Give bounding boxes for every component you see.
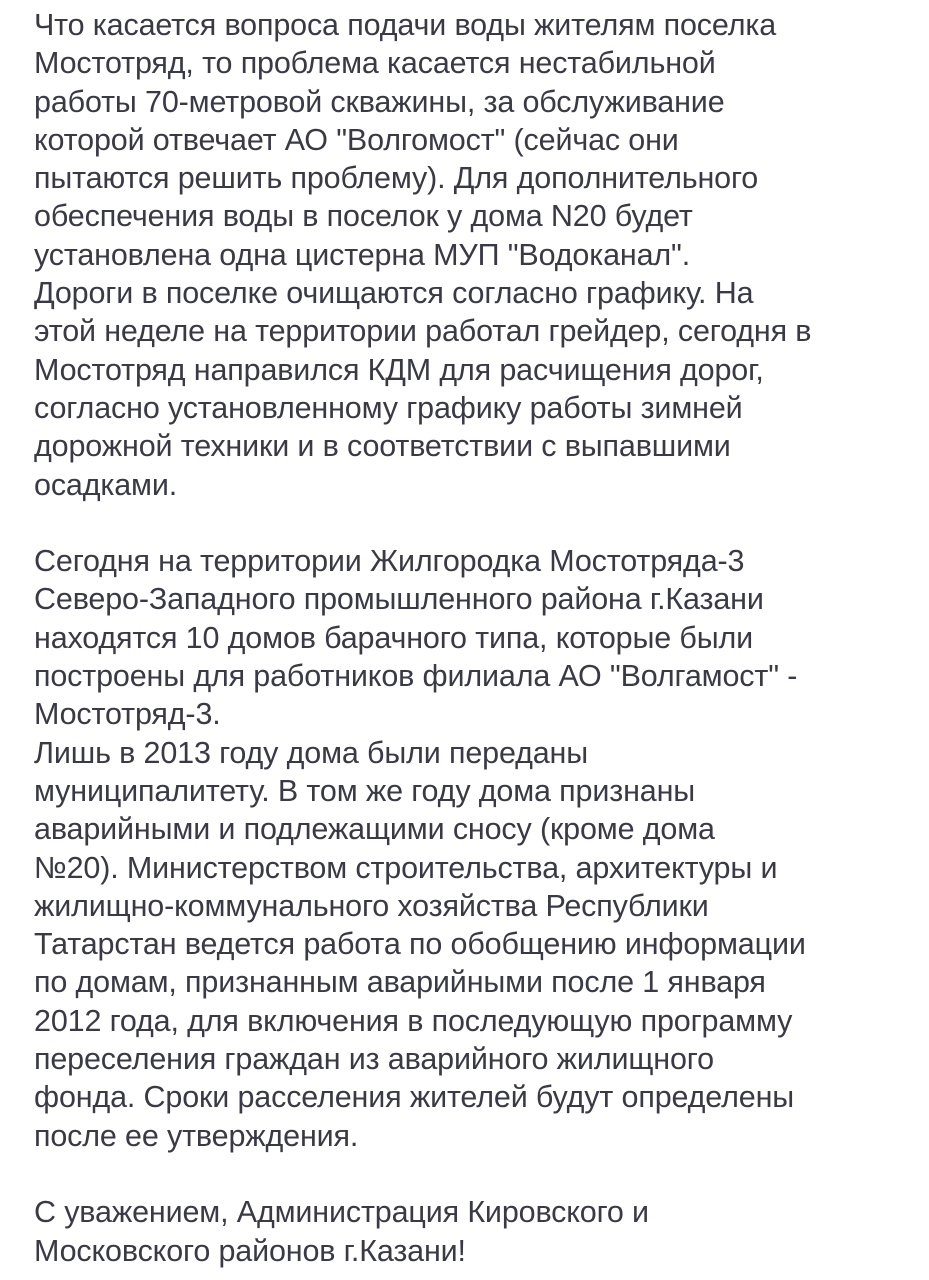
text-line: муниципалитету. В том же году дома признаны [34,773,696,808]
text-line: Сегодня на территории Жилгородка Мостотряда-3 [34,544,745,579]
text-line: жилищно-коммунального хозяйства Республики [34,888,709,923]
text-line: Дороги в поселке очищаются согласно графику. На [34,276,754,311]
text-line: Мостотряд направился КДМ для расчищения дорог, [34,352,764,387]
text-line: пытаются решить проблему). Для дополнительного [34,161,759,196]
text-line: работы 70-метровой скважины, за обслуживание [34,84,725,119]
paragraph-spacer [34,1155,914,1193]
text-line: установлена одна цистерна МУП "Водоканал". [34,237,691,272]
text-line: построены для работников филиала АО "Волгамост" - [34,659,798,694]
text-line: фонда. Сроки расселения жителей будут определены [34,1080,795,1115]
text-line: Мостотряд, то проблема касается нестабильной [34,46,716,81]
text-line: после ее утверждения. [34,1118,359,1153]
text-line: 2012 года, для включения в последующую программу [34,1003,793,1038]
text-line: находятся 10 домов барачного типа, которые были [34,620,754,655]
text-line: переселения граждан из аварийного жилищного [34,1042,714,1077]
paragraph-water-supply [34,6,914,274]
paragraph-housing [34,542,914,733]
signature [34,1193,914,1270]
text-line: согласно установленному графику работы зимней [34,390,743,425]
paragraph-resettlement [34,734,914,1155]
message-text [34,6,914,1270]
paragraph-roads [34,274,914,504]
text-line: Мостотряд-3. [34,697,221,732]
text-line: дорожной техники и в соответствии с выпавшими [34,429,731,464]
paragraph-spacer [34,504,914,542]
text-line: аварийными и подлежащими сносу (кроме дома [34,812,715,847]
text-line: Лишь в 2013 году дома были переданы [34,735,589,770]
text-line: которой отвечает АО "Волгомост" (сейчас они [34,122,679,157]
text-line: С уважением, Администрация Кировского и [34,1195,649,1230]
text-line: Что касается вопроса подачи воды жителям поселка [34,8,777,42]
text-line: Северо-Западного промышленного района г.Казани [34,582,764,617]
text-line: Татарстан ведется работа по обобщению информации [34,927,806,962]
text-line: по домам, признанным аварийными после 1 января [34,965,766,1000]
text-line: этой неделе на территории работал грейдер, сегодня в [34,314,812,349]
text-line: осадками. [34,467,178,502]
text-line: №20). Министерством строительства, архитектуры и [34,850,778,885]
text-line: Московского районов г.Казани! [34,1233,466,1268]
text-line: обеспечения воды в поселок у дома N20 будет [34,199,693,234]
